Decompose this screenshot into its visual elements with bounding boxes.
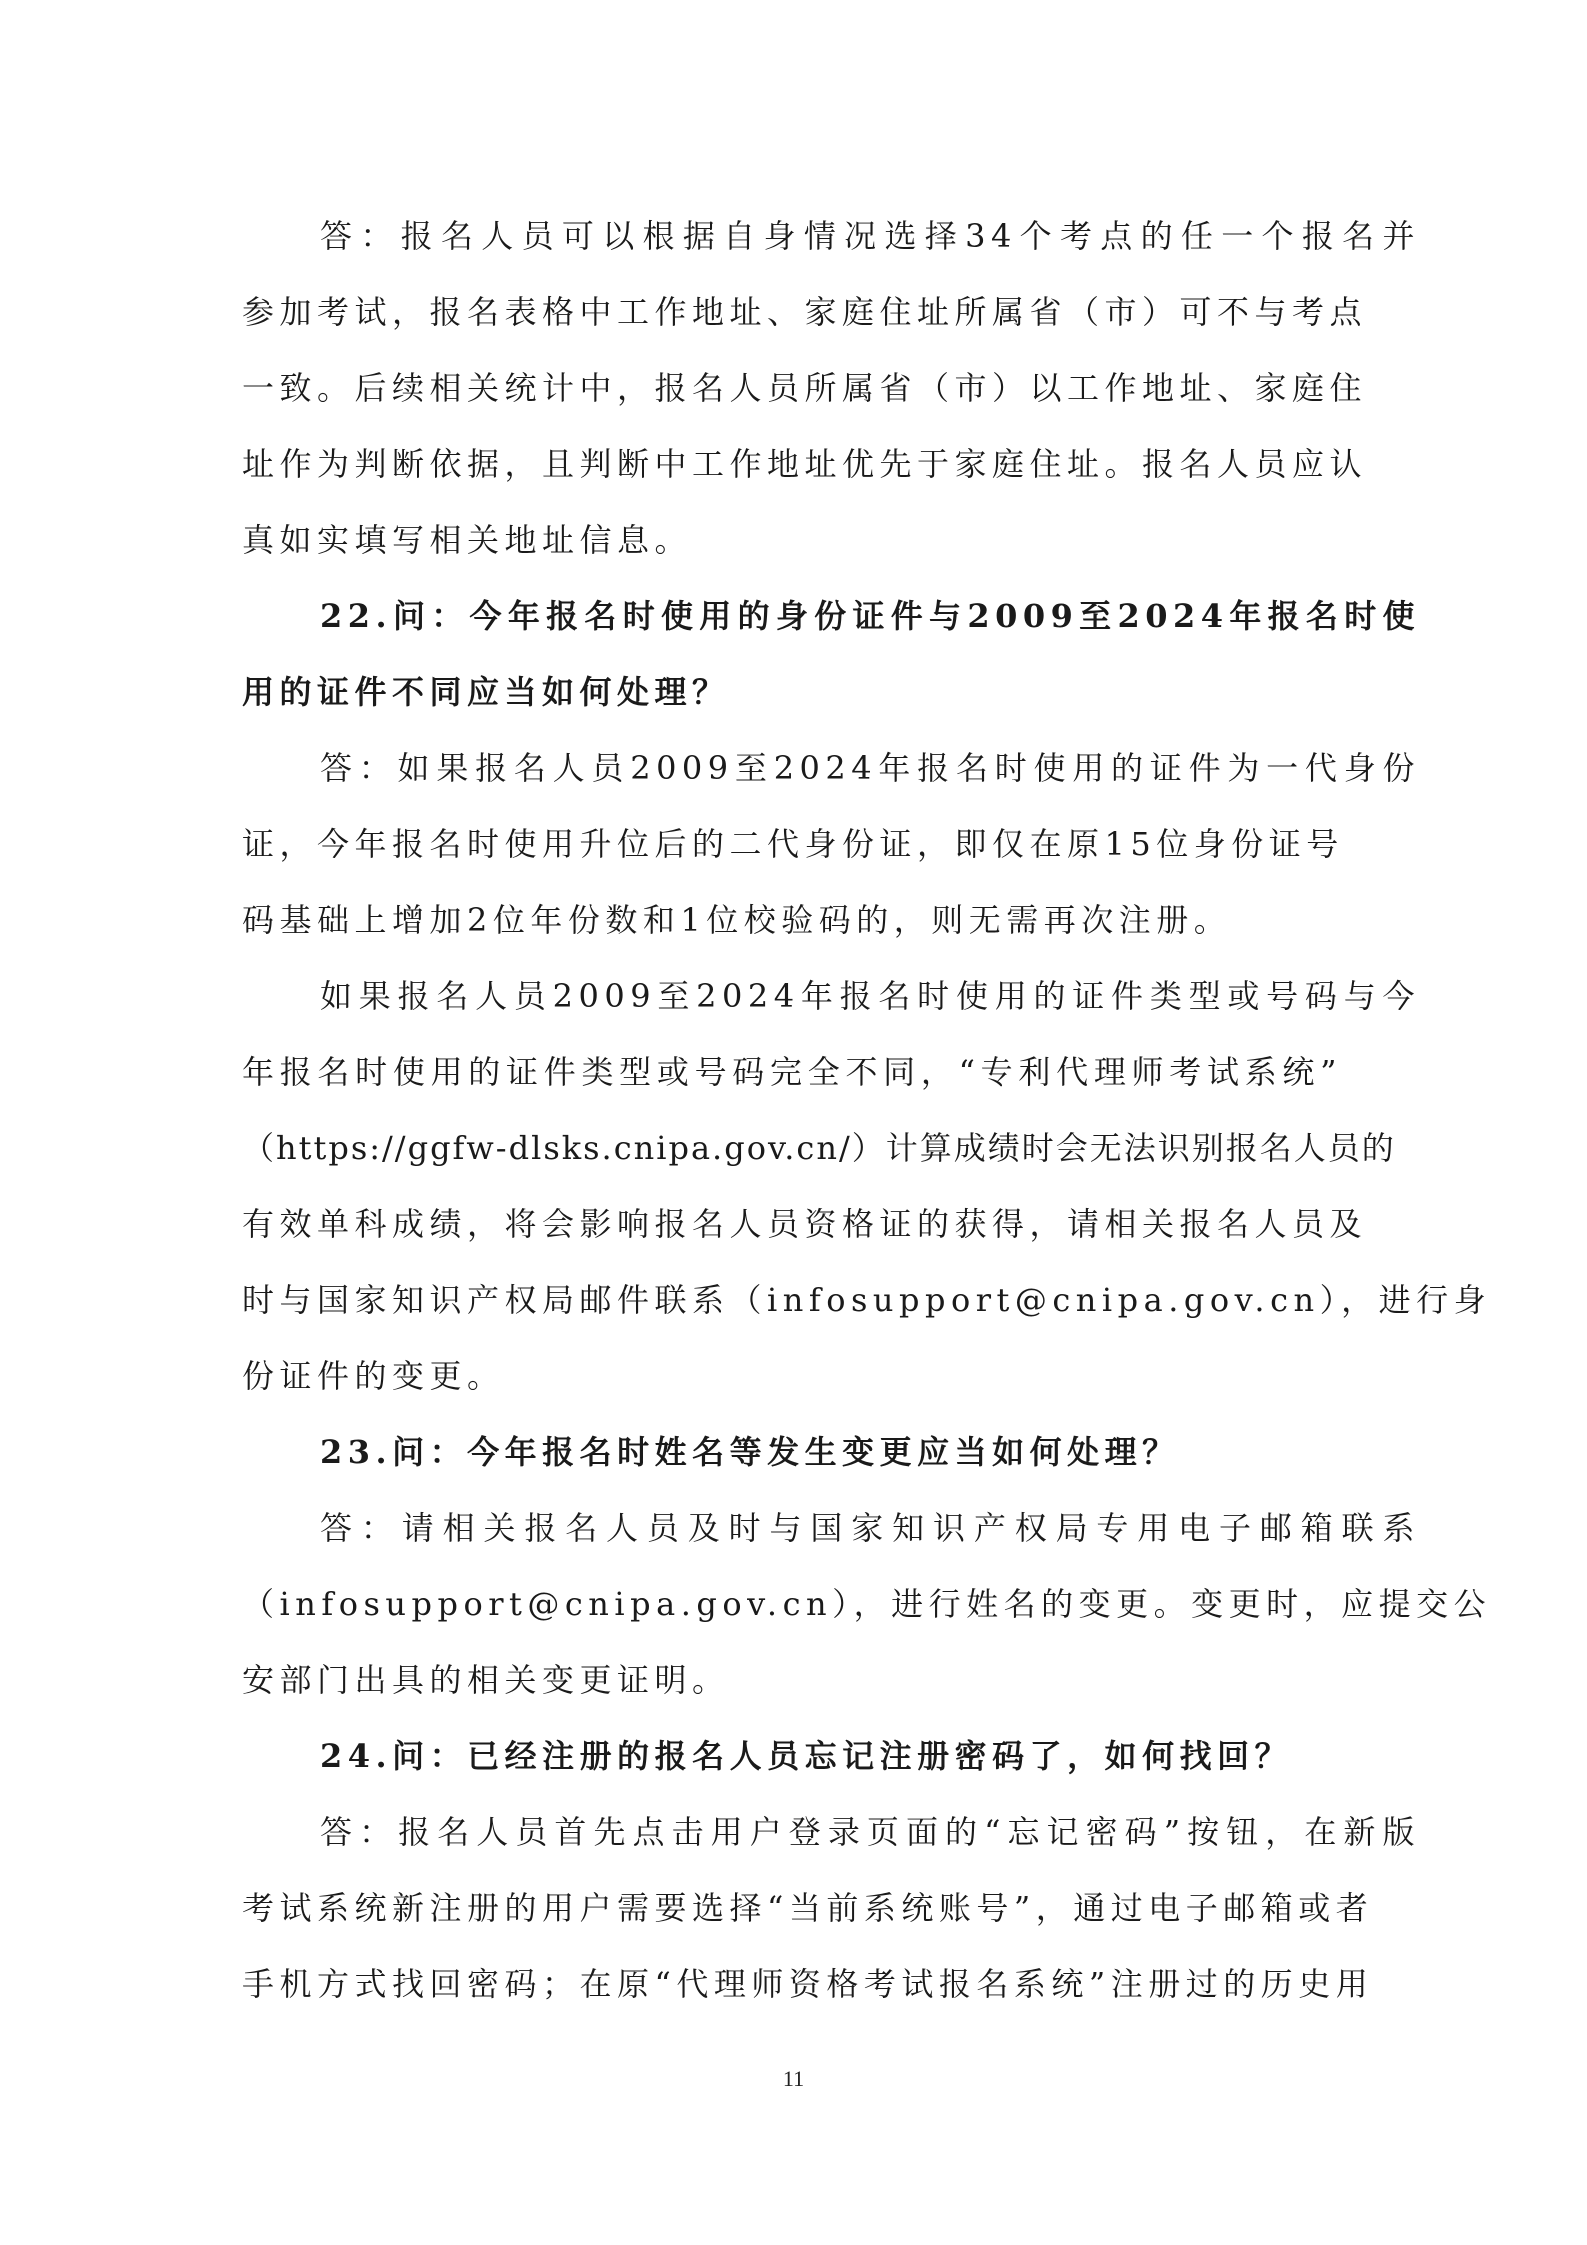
answer-22-line-4: 如果报名人员2009至2024年报名时使用的证件类型或号码与今 <box>320 977 1420 1015</box>
answer-24-line-1: 答：报名人员首先点击用户登录页面的“忘记密码”按钮，在新版 <box>320 1813 1420 1851</box>
answer-24-line-3: 手机方式找回密码；在原“代理师资格考试报名系统”注册过的历史用 <box>242 1965 1374 2003</box>
question-22-line-2: 用的证件不同应当如何处理？ <box>242 673 730 711</box>
question-23: 23.问：今年报名时姓名等发生变更应当如何处理？ <box>320 1433 1180 1471</box>
question-22-line-1: 22.问：今年报名时使用的身份证件与2009至2024年报名时使 <box>320 597 1420 635</box>
answer-21-line-5: 真如实填写相关地址信息。 <box>242 521 693 559</box>
answer-22-line-2: 证，今年报名时使用升位后的二代身份证，即仅在原15位身份证号 <box>242 825 1344 863</box>
answer-22-line-3: 码基础上增加2位年份数和1位校验码的，则无需再次注册。 <box>242 901 1232 939</box>
answer-24-line-2: 考试系统新注册的用户需要选择“当前系统账号”，通过电子邮箱或者 <box>242 1889 1374 1927</box>
answer-22-line-9: 份证件的变更。 <box>242 1357 505 1395</box>
answer-22-line-8: 时与国家知识产权局邮件联系（infosupport@cnipa.gov.cn），进行身 <box>242 1281 1492 1319</box>
answer-22-line-1: 答：如果报名人员2009至2024年报名时使用的证件为一代身份 <box>320 749 1420 787</box>
document-body <box>242 198 1492 2022</box>
answer-21-line-4: 址作为判断依据，且判断中工作地址优先于家庭住址。报名人员应认 <box>242 445 1368 483</box>
answer-22-line-6: （https://ggfw-dlsks.cnipa.gov.cn/）计算成绩时会无法识别报名人员的 <box>242 1129 1396 1167</box>
answer-22-line-7: 有效单科成绩，将会影响报名人员资格证的获得，请相关报名人员及 <box>242 1205 1368 1243</box>
answer-23-line-2: （infosupport@cnipa.gov.cn），进行姓名的变更。变更时，应提交公 <box>242 1585 1492 1623</box>
page-number: 11 <box>782 2066 805 2091</box>
answer-23-line-3: 安部门出具的相关变更证明。 <box>242 1661 730 1699</box>
question-24: 24.问：已经注册的报名人员忘记注册密码了，如何找回？ <box>320 1737 1293 1775</box>
answer-21-line-2: 参加考试，报名表格中工作地址、家庭住址所属省（市）可不与考点 <box>242 293 1368 331</box>
answer-22-line-5: 年报名时使用的证件类型或号码完全不同，“专利代理师考试系统” <box>242 1053 1342 1091</box>
answer-23-line-1: 答：请相关报名人员及时与国家知识产权局专用电子邮箱联系 <box>320 1509 1420 1547</box>
answer-21-line-3: 一致。后续相关统计中，报名人员所属省（市）以工作地址、家庭住 <box>242 369 1368 407</box>
answer-21-line-1: 答：报名人员可以根据自身情况选择34个考点的任一个报名并 <box>320 217 1420 255</box>
